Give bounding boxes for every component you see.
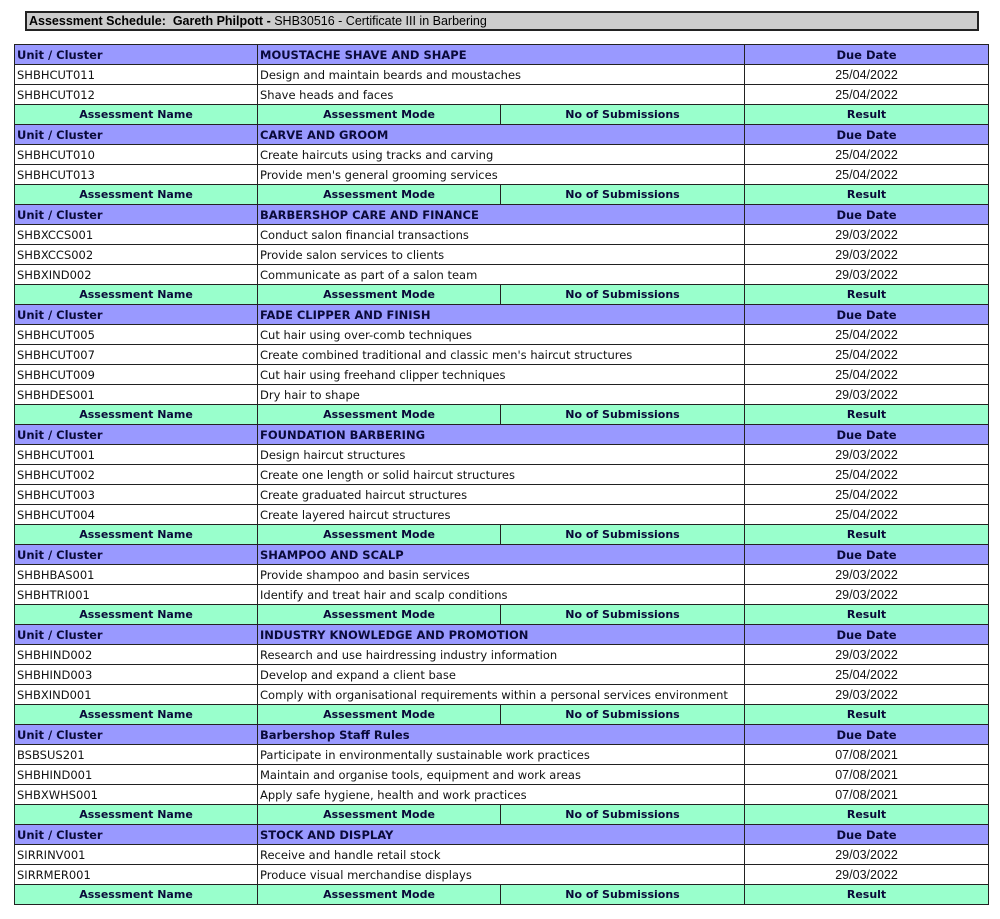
assessment-mode-header: Assessment Mode [258,285,501,305]
due-date-header: Due Date [745,725,989,745]
unit-row [15,685,989,705]
unit-code: SHBHIND001 [15,765,258,785]
unit-due-date: 25/04/2022 [745,85,989,105]
unit-row [15,585,989,605]
unit-row [15,785,989,805]
due-date-header: Due Date [745,125,989,145]
unit-due-date: 25/04/2022 [745,345,989,365]
unit-row [15,485,989,505]
unit-row [15,465,989,485]
unit-due-date: 29/03/2022 [745,865,989,885]
unit-title: Maintain and organise tools, equipment and work areas [258,765,745,785]
cluster-name: BARBERSHOP CARE AND FINANCE [258,205,745,225]
unit-title: Cut hair using freehand clipper techniques [258,365,745,385]
unit-code: SHBHCUT011 [15,65,258,85]
unit-row [15,245,989,265]
cluster-header-row [15,45,989,65]
result-header: Result [745,705,989,725]
cluster-header-row [15,425,989,445]
unit-row [15,345,989,365]
due-date-header: Due Date [745,825,989,845]
cluster-name: STOCK AND DISPLAY [258,825,745,845]
cluster-name: FADE CLIPPER AND FINISH [258,305,745,325]
unit-row [15,845,989,865]
result-header: Result [745,405,989,425]
unit-due-date: 25/04/2022 [745,665,989,685]
cluster-header-row [15,625,989,645]
unit-code: SHBHCUT005 [15,325,258,345]
due-date-header: Due Date [745,425,989,445]
unit-due-date: 29/03/2022 [745,645,989,665]
unit-row [15,325,989,345]
unit-title: Provide salon services to clients [258,245,745,265]
cluster-name: INDUSTRY KNOWLEDGE AND PROMOTION [258,625,745,645]
course-name: SHB30516 - Certificate III in Barbering [274,14,487,28]
submissions-header: No of Submissions [501,705,745,725]
assessment-header-row [15,885,989,905]
unit-row [15,385,989,405]
unit-code: SHBHCUT013 [15,165,258,185]
unit-row [15,145,989,165]
due-date-header: Due Date [745,305,989,325]
cluster-name: FOUNDATION BARBERING [258,425,745,445]
cluster-name: Barbershop Staff Rules [258,725,745,745]
unit-due-date: 29/03/2022 [745,565,989,585]
unit-row [15,745,989,765]
cluster-header-row [15,725,989,745]
unit-title: Create graduated haircut structures [258,485,745,505]
unit-row [15,265,989,285]
unit-due-date: 07/08/2021 [745,765,989,785]
unit-title: Create haircuts using tracks and carving [258,145,745,165]
assessment-name-header: Assessment Name [15,525,258,545]
unit-due-date: 25/04/2022 [745,365,989,385]
result-header: Result [745,185,989,205]
assessment-name-header: Assessment Name [15,285,258,305]
unit-title: Shave heads and faces [258,85,745,105]
result-header: Result [745,605,989,625]
unit-due-date: 29/03/2022 [745,845,989,865]
assessment-header-row [15,805,989,825]
assessment-name-header: Assessment Name [15,185,258,205]
unit-cluster-header: Unit / Cluster [15,545,258,565]
unit-row [15,85,989,105]
unit-cluster-header: Unit / Cluster [15,625,258,645]
unit-code: SIRRINV001 [15,845,258,865]
assessment-mode-header: Assessment Mode [258,105,501,125]
unit-due-date: 29/03/2022 [745,385,989,405]
unit-due-date: 07/08/2021 [745,745,989,765]
result-header: Result [745,805,989,825]
unit-row [15,865,989,885]
unit-title: Communicate as part of a salon team [258,265,745,285]
unit-row [15,445,989,465]
unit-due-date: 29/03/2022 [745,585,989,605]
unit-title: Identify and treat hair and scalp conditions [258,585,745,605]
result-header: Result [745,105,989,125]
unit-title: Receive and handle retail stock [258,845,745,865]
assessment-mode-header: Assessment Mode [258,705,501,725]
unit-due-date: 29/03/2022 [745,245,989,265]
assessment-header-row [15,605,989,625]
cluster-name: SHAMPOO AND SCALP [258,545,745,565]
unit-row [15,645,989,665]
assessment-name-header: Assessment Name [15,105,258,125]
unit-title: Dry hair to shape [258,385,745,405]
cluster-header-row [15,125,989,145]
unit-code: SHBXWHS001 [15,785,258,805]
unit-title: Comply with organisational requirements within a personal services environment [258,685,745,705]
unit-title: Create layered haircut structures [258,505,745,525]
assessment-header-row [15,285,989,305]
assessment-name-header: Assessment Name [15,805,258,825]
unit-cluster-header: Unit / Cluster [15,305,258,325]
unit-code: SHBHCUT010 [15,145,258,165]
due-date-header: Due Date [745,205,989,225]
unit-title: Create one length or solid haircut structures [258,465,745,485]
unit-cluster-header: Unit / Cluster [15,425,258,445]
unit-code: SIRRMER001 [15,865,258,885]
unit-due-date: 25/04/2022 [745,465,989,485]
submissions-header: No of Submissions [501,405,745,425]
unit-title: Create combined traditional and classic men's haircut structures [258,345,745,365]
unit-due-date: 29/03/2022 [745,685,989,705]
assessment-header-row [15,105,989,125]
unit-row [15,665,989,685]
unit-code: SHBHTRI001 [15,585,258,605]
assessment-name-header: Assessment Name [15,405,258,425]
unit-code: SHBXIND001 [15,685,258,705]
schedule-title-bar [25,11,979,31]
unit-due-date: 25/04/2022 [745,65,989,85]
unit-title: Conduct salon financial transactions [258,225,745,245]
assessment-header-row [15,705,989,725]
cluster-header-row [15,205,989,225]
unit-code: SHBXIND002 [15,265,258,285]
unit-title: Cut hair using over-comb techniques [258,325,745,345]
due-date-header: Due Date [745,625,989,645]
assessment-mode-header: Assessment Mode [258,885,501,905]
unit-title: Provide men's general grooming services [258,165,745,185]
unit-row [15,165,989,185]
unit-code: SHBHCUT012 [15,85,258,105]
assessment-header-row [15,525,989,545]
unit-due-date: 29/03/2022 [745,445,989,465]
submissions-header: No of Submissions [501,605,745,625]
unit-code: SHBHCUT004 [15,505,258,525]
unit-cluster-header: Unit / Cluster [15,205,258,225]
cluster-header-row [15,825,989,845]
unit-code: SHBHCUT007 [15,345,258,365]
assessment-mode-header: Assessment Mode [258,605,501,625]
unit-due-date: 25/04/2022 [745,325,989,345]
unit-title: Research and use hairdressing industry information [258,645,745,665]
unit-due-date: 29/03/2022 [745,265,989,285]
unit-row [15,765,989,785]
result-header: Result [745,525,989,545]
unit-code: SHBXCCS001 [15,225,258,245]
unit-due-date: 25/04/2022 [745,485,989,505]
assessment-mode-header: Assessment Mode [258,805,501,825]
due-date-header: Due Date [745,45,989,65]
result-header: Result [745,885,989,905]
assessment-name-header: Assessment Name [15,885,258,905]
unit-due-date: 25/04/2022 [745,165,989,185]
unit-row [15,505,989,525]
submissions-header: No of Submissions [501,285,745,305]
assessment-name-header: Assessment Name [15,605,258,625]
cluster-header-row [15,305,989,325]
cluster-name: MOUSTACHE SHAVE AND SHAPE [258,45,745,65]
unit-title: Design haircut structures [258,445,745,465]
unit-title: Develop and expand a client base [258,665,745,685]
student-name: Gareth Philpott - [172,14,271,28]
unit-cluster-header: Unit / Cluster [15,725,258,745]
unit-code: SHBHCUT001 [15,445,258,465]
submissions-header: No of Submissions [501,805,745,825]
unit-due-date: 25/04/2022 [745,505,989,525]
submissions-header: No of Submissions [501,885,745,905]
unit-code: SHBXCCS002 [15,245,258,265]
unit-code: SHBHCUT003 [15,485,258,505]
due-date-header: Due Date [745,545,989,565]
unit-title: Apply safe hygiene, health and work practices [258,785,745,805]
submissions-header: No of Submissions [501,105,745,125]
cluster-header-row [15,545,989,565]
unit-title: Design and maintain beards and moustaches [258,65,745,85]
unit-title: Produce visual merchandise displays [258,865,745,885]
result-header: Result [745,285,989,305]
unit-row [15,565,989,585]
submissions-header: No of Submissions [501,185,745,205]
unit-code: SHBHDES001 [15,385,258,405]
unit-code: SHBHCUT002 [15,465,258,485]
assessment-schedule-table [14,44,989,905]
assessment-mode-header: Assessment Mode [258,185,501,205]
unit-due-date: 07/08/2021 [745,785,989,805]
submissions-header: No of Submissions [501,525,745,545]
unit-due-date: 25/04/2022 [745,145,989,165]
unit-cluster-header: Unit / Cluster [15,125,258,145]
unit-code: SHBHIND003 [15,665,258,685]
unit-row [15,225,989,245]
unit-title: Provide shampoo and basin services [258,565,745,585]
unit-due-date: 29/03/2022 [745,225,989,245]
assessment-mode-header: Assessment Mode [258,525,501,545]
unit-cluster-header: Unit / Cluster [15,825,258,845]
cluster-name: CARVE AND GROOM [258,125,745,145]
unit-cluster-header: Unit / Cluster [15,45,258,65]
assessment-header-row [15,405,989,425]
unit-code: SHBHCUT009 [15,365,258,385]
title-label: Assessment Schedule: [29,14,166,28]
unit-code: SHBHBAS001 [15,565,258,585]
unit-code: SHBHIND002 [15,645,258,665]
assessment-mode-header: Assessment Mode [258,405,501,425]
unit-row [15,365,989,385]
unit-code: BSBSUS201 [15,745,258,765]
unit-row [15,65,989,85]
unit-title: Participate in environmentally sustainable work practices [258,745,745,765]
assessment-header-row [15,185,989,205]
assessment-name-header: Assessment Name [15,705,258,725]
